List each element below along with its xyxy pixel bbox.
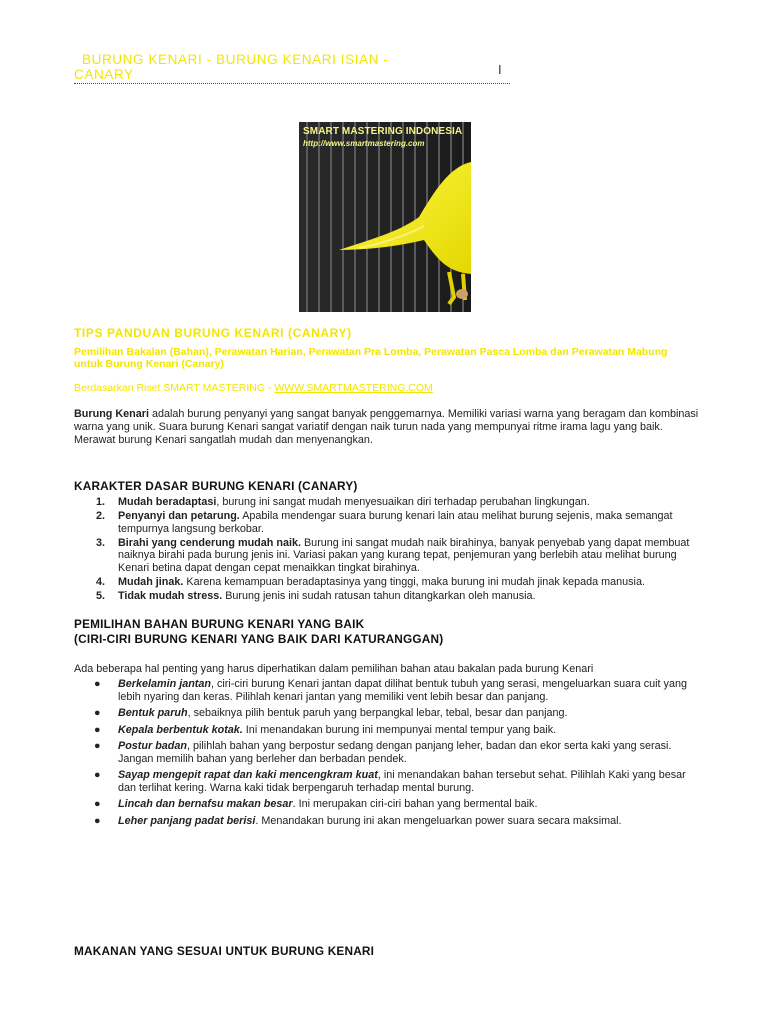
tips-heading: TIPS PANDUAN BURUNG KENARI (CANARY) (74, 326, 352, 340)
pemilihan-item (74, 798, 694, 811)
pemilihan-item (74, 707, 694, 720)
bullet-icon: ● (94, 678, 101, 690)
pemilihan-item (74, 678, 694, 703)
karakter-item (74, 537, 704, 575)
item-bold: Penyanyi dan petarung. (118, 510, 240, 522)
intro-paragraph (74, 408, 704, 447)
karakter-item (74, 590, 704, 603)
item-bold: Birahi yang cenderung mudah naik. (118, 536, 301, 549)
canary-photo-graphic (299, 122, 471, 312)
riset-prefix: Berdasarkan Riset SMART MASTERING - (74, 382, 275, 394)
bullet-icon: ● (94, 723, 101, 736)
karakter-list (74, 496, 704, 604)
item-text: , sebaiknya pilih bentuk paruh yang berpangkal lebar, tebal, besar dan panjang. (187, 707, 568, 719)
karakter-item (74, 496, 704, 509)
pemilihan-item (74, 740, 694, 765)
document-title (74, 52, 510, 84)
item-bold: Sayap mengepit rapat dan kaki mencengkram kuat (118, 769, 378, 781)
pemilihan-item (74, 724, 694, 737)
section3-heading: MAKANAN YANG SESUAI UNTUK BURUNG KENARI (74, 944, 375, 958)
text-cursor: I (498, 62, 502, 77)
item-bold: Bentuk paruh (118, 707, 188, 719)
item-bold: Leher panjang padat berisi (118, 814, 256, 827)
bullet-icon: ● (94, 740, 101, 752)
tips-subtitle: Pemilihan Bakalan (Bahan), Perawatan Harian, Perawatan Pra Lomba, Perawatan Pasca Lomba dan Perawatan Mabung untuk Burung Kenari (Canary) (74, 346, 668, 370)
item-number: 4. (96, 575, 106, 588)
item-bold: Mudah beradaptasi (118, 496, 217, 508)
bullet-icon: ● (94, 798, 101, 810)
karakter-item (74, 510, 704, 535)
item-bold: Mudah jinak. (118, 575, 184, 588)
item-bold: Lincah dan bernafsu makan besar (118, 798, 293, 810)
item-bold: Postur badan (118, 740, 187, 752)
item-bold: Kepala berbentuk kotak. (118, 723, 243, 736)
riset-line (74, 382, 433, 394)
pemilihan-item (74, 815, 694, 828)
section2-intro: Ada beberapa hal penting yang harus diperhatikan dalam pemilihan bahan atau bakalan pada burung Kenari (74, 663, 594, 675)
photo-brand-label: SMART MASTERING INDONESIA (303, 126, 463, 137)
item-text: , ciri-ciri burung Kenari jantan dapat dilihat bentuk tubuh yang serasi, mengeluarkan suara cuit yang lebih nyaring dan keras. Pilihlah kenari jantan yang memiliki vent lebih besar dan panjang. (118, 678, 687, 703)
item-text: , pilihlah bahan yang berpostur sedang dengan panjang leher, badan dan ekor serta kaki yang serasi. Jangan memilih bahan yang berleher dan berbadan pendek. (118, 740, 672, 765)
photo-url-label: http://www.smartmastering.com (303, 139, 425, 148)
bullet-icon: ● (94, 814, 101, 827)
item-text: Burung ini sangat mudah naik birahinya, banyak penyebab yang dapat membuat naiknya birahi pada burung jenis ini. Variasi pakan yang kurang tepat, penjemuran yang berlebih atau melihat burung Kenari betina dapat dengan cepat menaikkan tingkat birahinya. (118, 536, 690, 574)
item-bold: Tidak mudah stress. (118, 589, 223, 602)
canary-photo (299, 122, 471, 312)
item-text: Burung jenis ini sudah ratusan tahun ditangkarkan oleh manusia. (222, 589, 536, 602)
item-text: Ini menandakan burung ini mempunyai mental tempur yang baik. (242, 723, 557, 736)
karakter-item (74, 576, 704, 589)
intro-bold: Burung Kenari (74, 408, 149, 420)
item-number: 2. (96, 510, 106, 522)
intro-text: adalah burung penyanyi yang sangat banyak penggemarnya. Memiliki variasi warna yang beragam dan kombinasi warna yang unik. Suara burung Kenari sangat variatif dengan naik turun nada yang mempunyai ritme irama lagu yang baik. Merawat burung Kenari sangatlah mudah dan menyenangkan. (74, 408, 699, 446)
item-text: , burung ini sangat mudah menyesuaikan diri terhadap perubahan lingkungan. (216, 496, 590, 508)
section2-heading-line2: (CIRI-CIRI BURUNG KENARI YANG BAIK DARI KATURANGGAN) (74, 632, 444, 646)
section2-heading-line1: PEMILIHAN BAHAN BURUNG KENARI YANG BAIK (74, 617, 365, 631)
item-number: 5. (96, 589, 106, 602)
item-number: 3. (96, 536, 106, 549)
item-text: Apabila mendengar suara burung kenari lain atau melihat burung sejenis, maka semangat tempurnya langsung berkobar. (118, 510, 673, 535)
item-text: Karena kemampuan beradaptasinya yang tinggi, maka burung ini mudah jinak kepada manusia. (183, 575, 645, 588)
pemilihan-list (74, 678, 694, 831)
title-line-1: BURUNG KENARI - BURUNG KENARI ISIAN - (82, 52, 389, 67)
item-bold: Berkelamin jantan (118, 678, 212, 690)
pemilihan-item (74, 769, 694, 794)
item-number: 1. (96, 496, 106, 508)
item-text: . Menandakan burung ini akan mengeluarkan power suara secara maksimal. (255, 814, 622, 827)
smartmastering-link[interactable]: WWW.SMARTMASTERING.COM (274, 382, 433, 394)
item-text: . Ini merupakan ciri-ciri bahan yang bermental baik. (292, 798, 538, 810)
bullet-icon: ● (94, 769, 101, 781)
title-line-2: CANARY (74, 67, 134, 82)
bullet-icon: ● (94, 707, 101, 719)
section1-heading: KARAKTER DASAR BURUNG KENARI (CANARY) (74, 479, 358, 493)
item-text: , ini menandakan bahan tersebut sehat. Pilihlah Kaki yang besar dan terlihat kering. Warna kaki tidak berpengaruh terhadap mental burung. (118, 769, 686, 794)
